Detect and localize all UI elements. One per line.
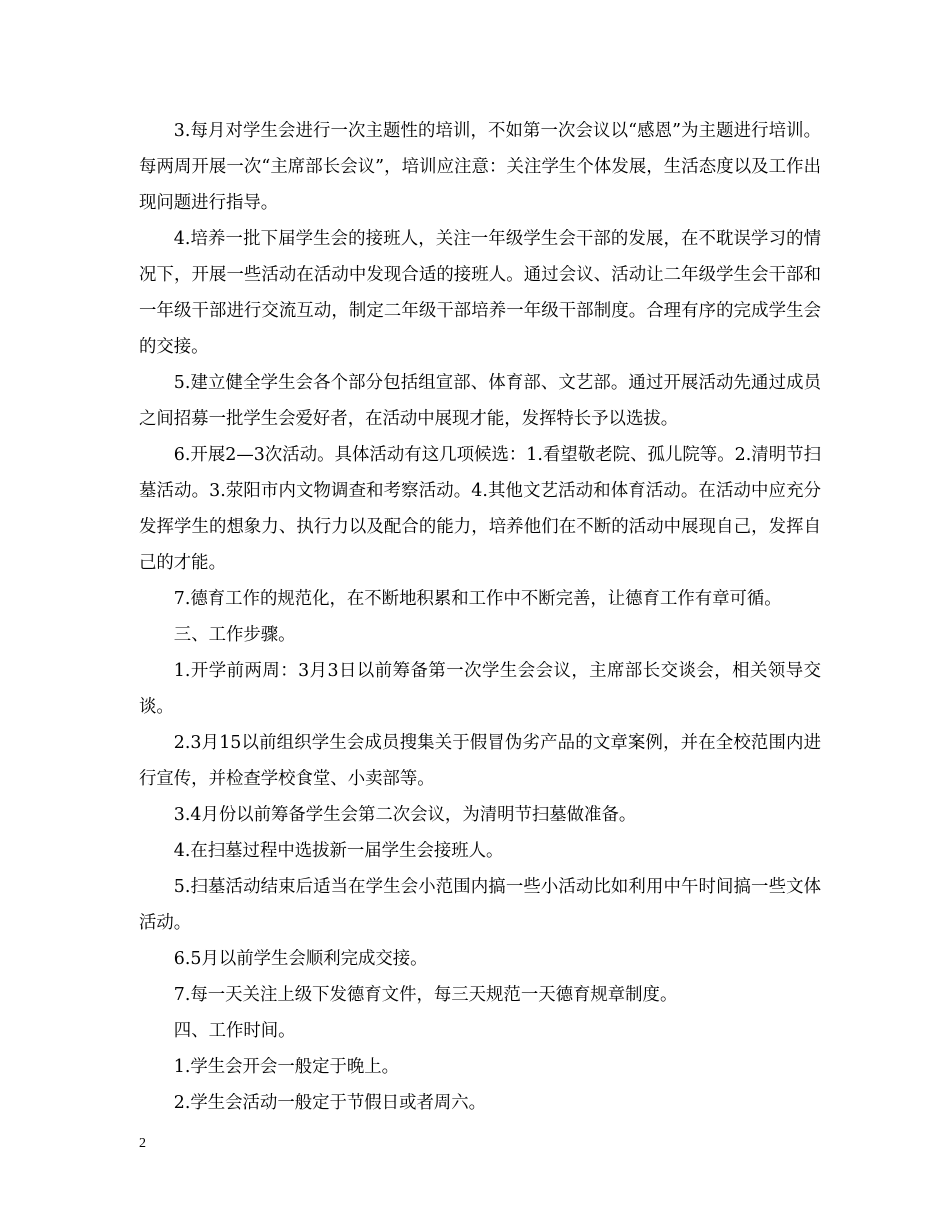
paragraph-training: 3.每月对学生会进行一次主题性的培训，不如第一次会议以“感恩”为主题进行培训。每两周开展一次“主席部长会议”，培训应注意：关注学生个体发展，生活态度以及工作出现问题进行指导。	[139, 121, 821, 213]
heading-work-steps: 三、工作步骤。	[173, 625, 296, 645]
paragraph-standardization: 7.德育工作的规范化，在不断地积累和工作中不断完善，让德育工作有章可循。	[173, 589, 782, 609]
paragraph-activities: 6.开展2—3次活动。具体活动有这几项候选：1.看望敬老院、孤儿院等。2.清明节扫墓活动。3.荥阳市内文物调查和考察活动。4.其他文艺活动和体育活动。在活动中应充分发挥学生的想象力、执行力以及配合的能力，培养他们在不断的活动中展现自己，发挥自己的才能。	[139, 445, 821, 573]
page-number: 2	[139, 1136, 146, 1151]
step-item-4: 4.在扫墓过程中选拔新一届学生会接班人。	[173, 841, 504, 861]
step-item-3: 3.4月份以前筹备学生会第二次会议，为清明节扫墓做准备。	[173, 805, 637, 825]
heading-work-time: 四、工作时间。	[173, 1021, 296, 1041]
step-item-5: 5.扫墓活动结束后适当在学生会小范围内搞一些小活动比如利用中午时间搞一些文体活动。	[139, 877, 821, 933]
time-item-2: 2.学生会活动一般定于节假日或者周六。	[173, 1093, 487, 1113]
step-item-1: 1.开学前两周：3月3日以前筹备第一次学生会会议，主席部长交谈会，相关领导交谈。	[139, 661, 821, 717]
step-item-6: 6.5月以前学生会顺利完成交接。	[173, 949, 428, 969]
paragraph-successors: 4.培养一批下届学生会的接班人，关注一年级学生会干部的发展，在不耽误学习的情况下，开展一些活动在活动中发现合适的接班人。通过会议、活动让二年级学生会干部和一年级干部进行交流互动，制定二年级干部培养一年级干部制度。合理有序的完成学生会的交接。	[139, 229, 821, 357]
paragraph-departments: 5.建立健全学生会各个部分包括组宣部、体育部、文艺部。通过开展活动先通过成员之间招募一批学生会爱好者，在活动中展现才能，发挥特长予以选拔。	[139, 373, 821, 429]
step-item-2: 2.3月15以前组织学生会成员搜集关于假冒伪劣产品的文章案例，并在全校范围内进行宣传，并检查学校食堂、小卖部等。	[139, 733, 821, 789]
time-item-1: 1.学生会开会一般定于晚上。	[173, 1057, 400, 1077]
document-body	[139, 113, 821, 1121]
step-item-7: 7.每一天关注上级下发德育文件，每三天规范一天德育规章制度。	[173, 985, 678, 1005]
